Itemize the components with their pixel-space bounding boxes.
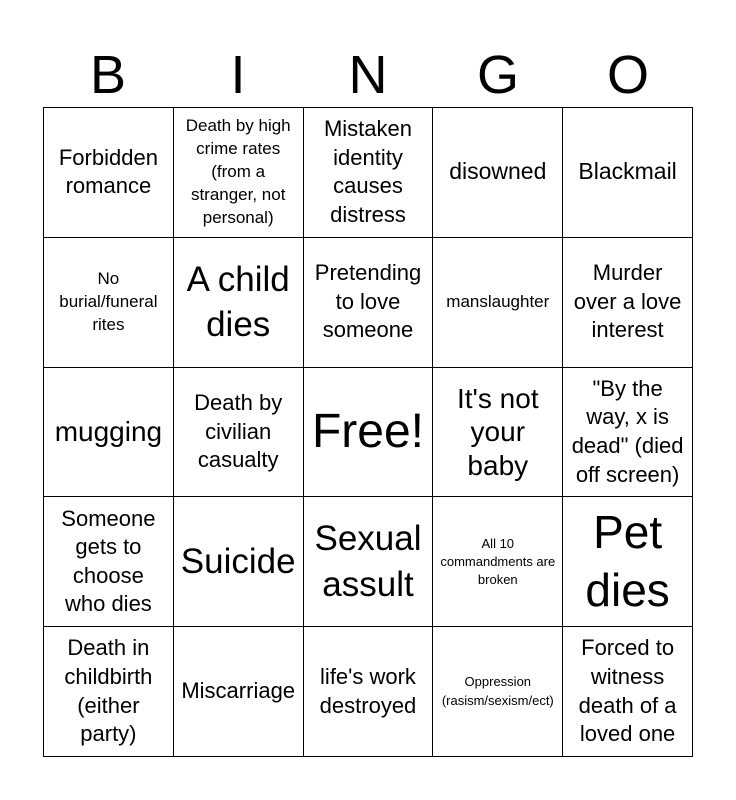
bingo-cell[interactable]: disowned <box>433 108 563 238</box>
bingo-cell[interactable]: Pretending to love someone <box>304 238 434 368</box>
bingo-cell[interactable]: mugging <box>44 368 174 498</box>
header-letter-o: O <box>606 45 649 105</box>
header-letter-n: N <box>348 45 388 105</box>
bingo-cell[interactable]: Forbidden romance <box>44 108 174 238</box>
bingo-cell[interactable]: "By the way, x is dead" (died off screen) <box>563 368 693 498</box>
bingo-cell[interactable]: Someone gets to choose who dies <box>44 497 174 627</box>
bingo-cell[interactable]: Miscarriage <box>174 627 304 757</box>
bingo-cell[interactable]: life's work destroyed <box>304 627 434 757</box>
bingo-cell[interactable]: manslaughter <box>433 238 563 368</box>
bingo-cell[interactable]: A child dies <box>174 238 304 368</box>
bingo-cell[interactable]: Forced to witness death of a loved one <box>563 627 693 757</box>
bingo-cell[interactable]: Death by civilian casualty <box>174 368 304 498</box>
header-letter-b: B <box>89 45 127 105</box>
header-letter-g: G <box>476 45 519 105</box>
bingo-cell[interactable]: Murder over a love interest <box>563 238 693 368</box>
bingo-cell[interactable]: Death in childbirth (either party) <box>44 627 174 757</box>
bingo-cell[interactable]: It's not your baby <box>433 368 563 498</box>
bingo-cell[interactable]: Blackmail <box>563 108 693 238</box>
free-space[interactable]: Free! <box>304 368 434 498</box>
bingo-cell[interactable]: Pet dies <box>563 497 693 627</box>
bingo-header <box>43 44 693 106</box>
bingo-cell[interactable]: Death by high crime rates (from a stranger, not personal) <box>174 108 304 238</box>
bingo-cell[interactable]: All 10 commandments are broken <box>433 497 563 627</box>
bingo-cell[interactable]: Suicide <box>174 497 304 627</box>
bingo-cell[interactable]: No burial/funeral rites <box>44 238 174 368</box>
header-letter-i: I <box>230 45 246 105</box>
bingo-grid <box>43 107 693 757</box>
bingo-cell[interactable]: Oppression (rasism/sexism/ect) <box>433 627 563 757</box>
bingo-cell[interactable]: Mistaken identity causes distress <box>304 108 434 238</box>
bingo-cell[interactable]: Sexual assult <box>304 497 434 627</box>
